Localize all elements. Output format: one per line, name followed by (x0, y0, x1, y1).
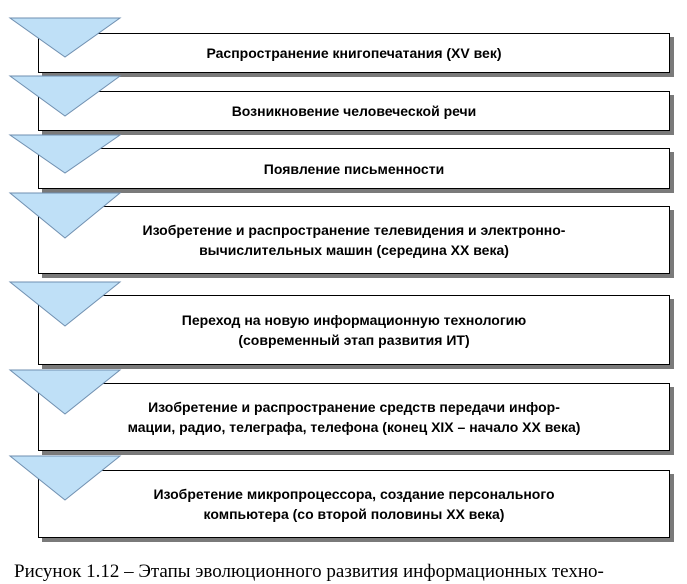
chevron-down-icon (10, 135, 120, 173)
chevron-down-icon (10, 76, 120, 116)
stage-text: Распространение книгопечатания (XV век) (206, 45, 502, 61)
chevron-down-icon (10, 18, 120, 57)
chevron-down-icon (10, 370, 120, 414)
chevron-down-icon (10, 456, 120, 500)
figure-caption: Рисунок 1.12 – Этапы эволюционного развития информационных техно- (14, 561, 604, 582)
stage-text: Появление письменности (263, 160, 445, 177)
stage-text: Изобретение микропроцессора, создание персонального компьютера (со второй половины XX века) (153, 486, 555, 522)
stage-text: Переход на новую информационную технологию (современный этап развития ИТ) (181, 312, 527, 348)
stage-text: Изобретение и распространение телевидения и электронно- вычислительных машин (середина XX века) (142, 222, 566, 258)
chevron-down-icon (10, 282, 120, 326)
chevron-down-icon (10, 193, 120, 238)
stage-text: Возникновение человеческой речи (231, 103, 477, 119)
stage-text: Изобретение и распространение средств передачи инфор- мации, радио, телеграфа, телефона (конец XIX – начало XX века) (127, 399, 581, 435)
